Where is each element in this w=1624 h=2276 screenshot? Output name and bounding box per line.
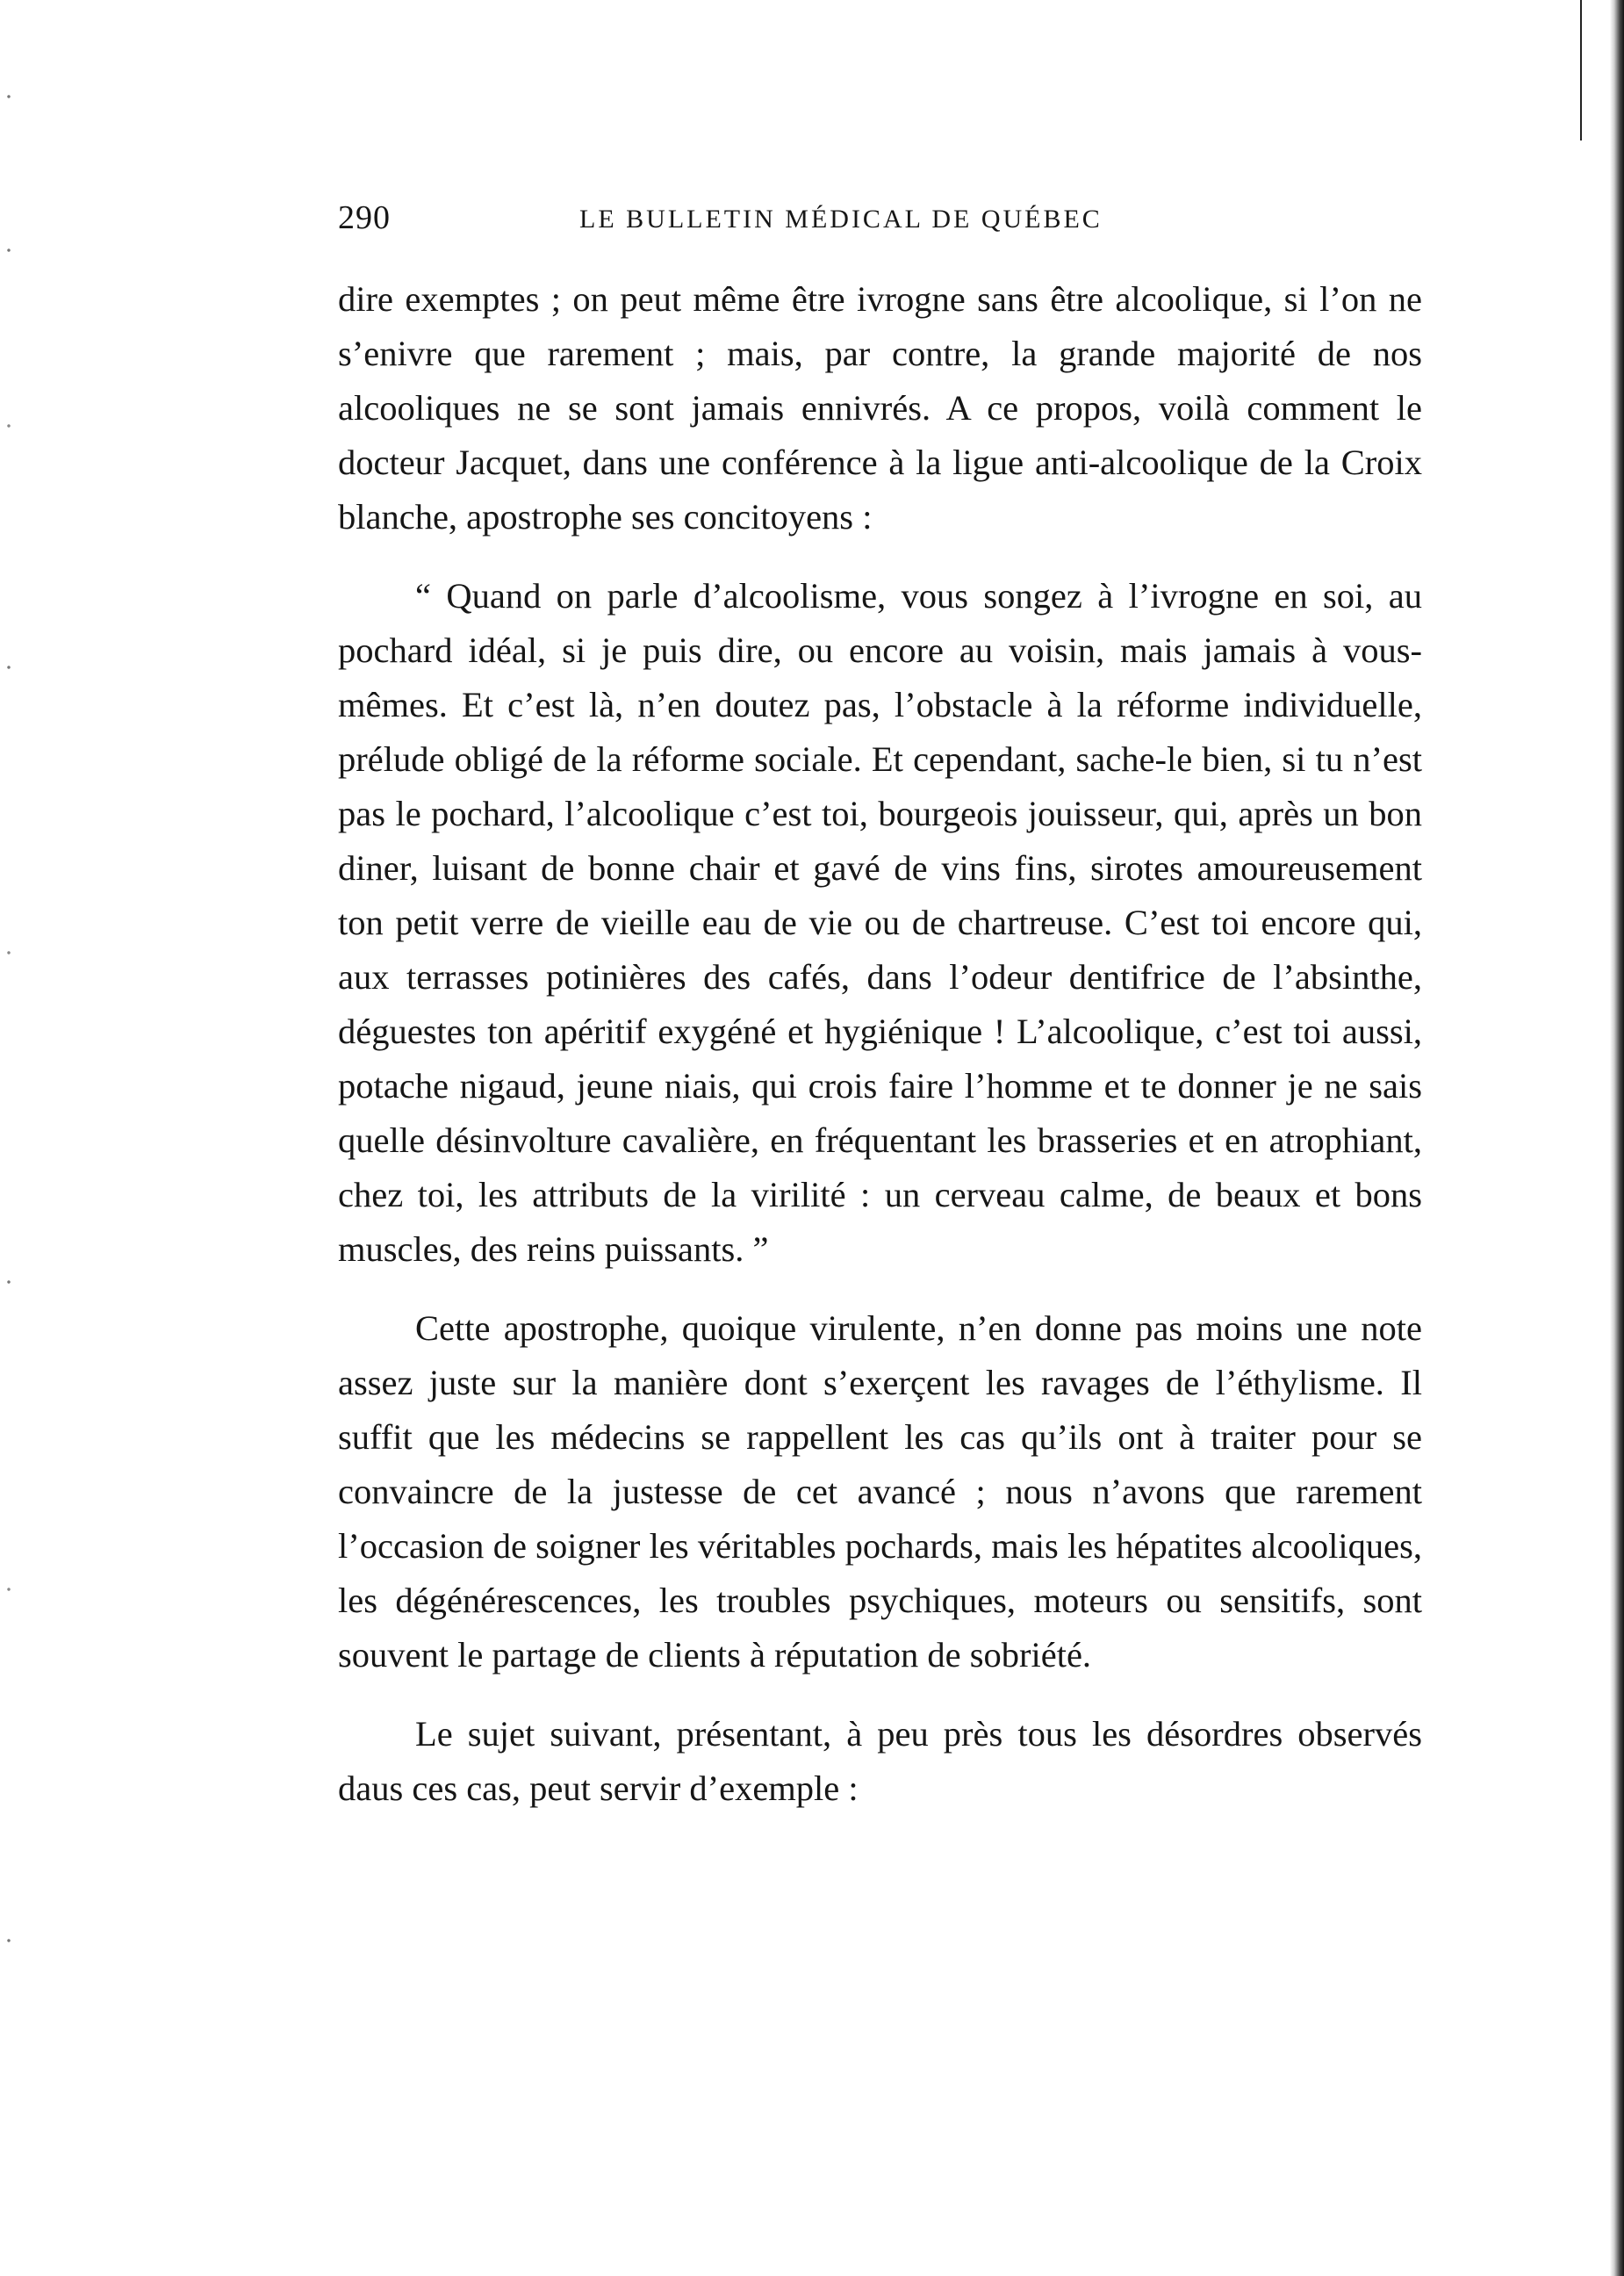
running-title: LE BULLETIN MÉDICAL DE QUÉBEC (579, 205, 1103, 234)
scan-spine-line (1580, 0, 1582, 140)
paragraph-4: Le sujet suivant, présentant, à peu près tous les désordres observés daus ces cas, peut servir d’exemple : (338, 1714, 1422, 1808)
paragraph-3: Cette apostrophe, quoique virulente, n’en donne pas moins une note assez juste sur la manière dont s’exerçent les ravages de l’éthylisme. Il suffit que les médecins se rappellent les cas qu’ils ont à traiter pour se convaincre de la justesse de cet avancé ; nous n’avons que rarement l’occasion de soigner les véritables pochards, mais les hépatites alcooliques, les dégénérescences, les troubles psychiques, moteurs ou sensitifs, sont souvent le partage de clients à réputation de sobriété. (338, 1308, 1422, 1675)
scan-margin-specks (5, 53, 12, 2248)
paragraph-2-quotation: “ Quand on parle d’alcoolisme, vous songez à l’ivrogne en soi, au pochard idéal, si je puis dire, ou encore au voisin, mais jamais à vous-mêmes. Et c’est là, n’en doutez pas, l’obstacle à la réforme individuelle, prélude obligé de la réforme sociale. Et cependant, sache-le bien, si tu n’est pas le pochard, l’alcoolique c’est toi, bourgeois jouisseur, qui, après un bon diner, luisant de bonne chair et gavé de vins fins, sirotes amoureusement ton petit verre de vieille eau de vie ou de chartreuse. C’est toi encore qui, aux terrasses potinières des cafés, dans l’odeur dentifrice de l’absinthe, déguestes ton apéritif exygéné et hygiénique ! L’alcoolique, c’est toi aussi, potache nigaud, jeune niais, qui crois faire l’homme et te donner je ne sais quelle désinvolture cavalière, en fréquentant les brasseries et en atrophiant, chez toi, les attributs de la virilité : un cerveau calme, de beaux et bons muscles, des reins puissants. ” (338, 576, 1422, 1269)
page-number: 290 (338, 199, 391, 236)
paragraph-1: dire exemptes ; on peut même être ivrogne sans être alcoolique, si l’on ne s’enivre que rarement ; mais, par contre, la grande majorité de nos alcooliques ne se sont jamais ennivrés. A ce propos, voilà comment le docteur Jacquet, dans une conférence à la ligue anti-alcoolique de la Croix blanche, apostrophe ses concitoyens : (338, 279, 1422, 537)
scan-spine-shadow (1610, 0, 1624, 2276)
body-text (338, 263, 1422, 1816)
page-header (338, 193, 1418, 242)
